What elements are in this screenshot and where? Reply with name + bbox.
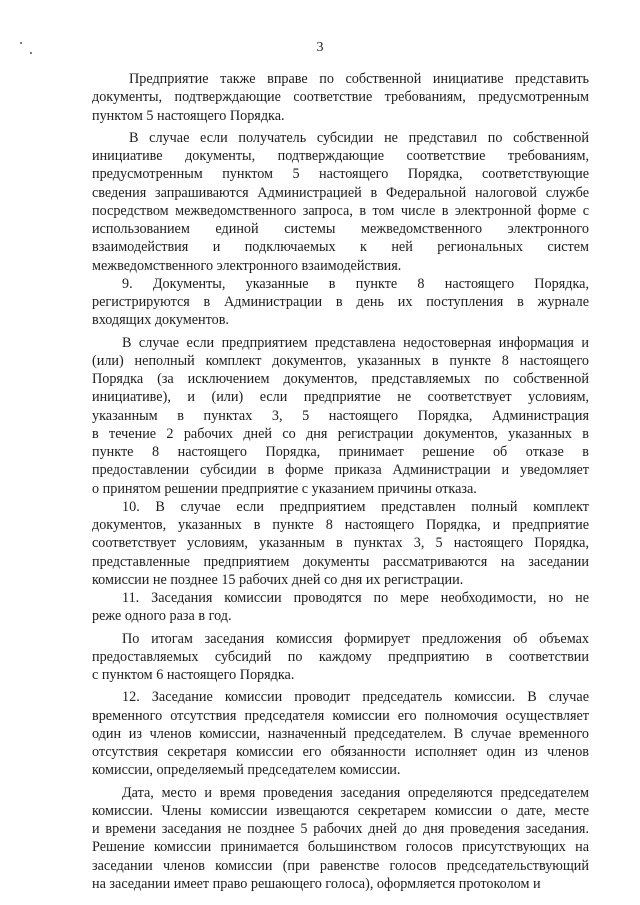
text-line: отсутствия секретаря комиссии его обязанности исполняет один из членов xyxy=(92,744,589,760)
paragraph xyxy=(92,784,589,894)
text-line: Порядка (за исключением документов, представляемых по собственной xyxy=(92,371,589,387)
text-line: предоставлении субсидии в форме приказа Администрации и уведомляет xyxy=(92,462,589,479)
text-line: и времени заседания не позднее 5 рабочих дней до дня проведения заседания. xyxy=(92,821,589,837)
text-line: комиссии. Члены комиссии извещаются секретарем комиссии о дате, месте xyxy=(92,802,589,819)
text-line: регистрируются в Администрации в день их поступления в журнале xyxy=(92,294,589,310)
paragraph xyxy=(92,70,589,125)
paragraph xyxy=(92,334,589,498)
text-line: инициативе документы, подтверждающие соответствие требованиям, xyxy=(92,148,589,164)
text-line: пункте 8 настоящего Порядка, принимает решение об отказе в xyxy=(92,444,589,460)
text-line: соответствует условиям, указанным в пунктах 3, 5 настоящего Порядка, xyxy=(92,535,589,552)
text-line: заседании членов комиссии (при равенстве голосов председательствующий xyxy=(92,857,589,874)
paragraph xyxy=(92,498,589,589)
text-line: межведомственного электронного взаимодействия. xyxy=(92,257,402,274)
text-line: реже одного раза в год. xyxy=(92,608,232,625)
text-line: представленные предприятием документы рассматриваются на заседании xyxy=(92,553,589,570)
text-line: По итогам заседания комиссия формирует предложения об объемах xyxy=(122,630,589,647)
text-line: 12. Заседание комиссии проводит председатель комиссии. В случае xyxy=(122,689,589,706)
paragraph xyxy=(92,688,589,779)
text-line: В случае если получатель субсидии не представил по собственной xyxy=(129,129,589,146)
text-line: комиссии, определяемый председателем комиссии. xyxy=(92,762,401,779)
text-line: 9. Документы, указанные в пункте 8 настоящего Порядка, xyxy=(122,275,589,292)
text-line: комиссии не позднее 15 рабочих дней со дня их регистрации. xyxy=(92,571,464,588)
paragraph xyxy=(92,275,589,330)
text-line: использованием единой системы межведомственного электронного xyxy=(92,221,589,237)
text-line: предусмотренным пунктом 5 настоящего Порядка, соответствующие xyxy=(92,166,589,183)
text-line: о принятом решении предприятие с указанием причины отказа. xyxy=(92,480,477,497)
text-line: пунктом 5 настоящего Порядка. xyxy=(92,107,285,124)
text-line: документы, подтверждающие соответствие требованиям, предусмотренным xyxy=(92,89,589,106)
text-line: предоставляемых субсидий по каждому предприятию в соответствии xyxy=(92,648,589,665)
text-line: указанным в пунктах 3, 5 настоящего Порядка, Администрация xyxy=(92,407,589,424)
page-number: 3 xyxy=(316,40,324,55)
paragraph xyxy=(92,630,589,685)
text-line: 11. Заседания комиссии проводятся по мере необходимости, но не xyxy=(122,590,589,606)
text-line: (или) неполный комплект документов, указанных в пункте 8 настоящего xyxy=(92,352,589,369)
text-line: посредством межведомственного запроса, в том числе в электронной форме с xyxy=(92,202,589,219)
text-line: инициативе), и (или) если предприятие не соответствует условиям, xyxy=(92,389,589,406)
text-line: Дата, место и время проведения заседания определяются председателем xyxy=(122,784,589,801)
text-line: Предприятие также вправе по собственной инициативе представить xyxy=(129,71,589,87)
text-line: документов, указанных в пункте 8 настоящего Порядка, и предприятие xyxy=(92,517,589,533)
text-line: временного отсутствия председателя комиссии его полномочия осуществляет xyxy=(92,707,589,724)
text-line: с пунктом 6 настоящего Порядка. xyxy=(92,667,295,683)
text-line: 10. В случае если предприятием представлен полный комплект xyxy=(122,498,589,515)
paragraph xyxy=(92,129,589,275)
text-line: на заседании имеет право решающего голоса), оформляется протоколом и xyxy=(92,875,541,892)
text-line: взаимодействия и подключаемых к ней региональных систем xyxy=(92,239,589,256)
paragraph xyxy=(92,589,589,626)
text-line: Решение комиссии принимается большинством голосов присутствующих на xyxy=(92,839,589,856)
text-line: в течение 2 рабочих дней со дня регистрации документов, указанных в xyxy=(92,425,589,442)
scan-speck xyxy=(20,42,22,44)
text-line: входящих документов. xyxy=(92,312,229,329)
scan-speck xyxy=(30,52,32,54)
text-line: один из членов комиссии, назначенный председателем. В случае временного xyxy=(92,725,589,742)
text-line: В случае если предприятием представлена недостоверная информация и xyxy=(122,334,589,351)
text-line: сведения запрашиваются Администрацией в Федеральной налоговой службе xyxy=(92,184,589,201)
document-body xyxy=(92,70,589,893)
